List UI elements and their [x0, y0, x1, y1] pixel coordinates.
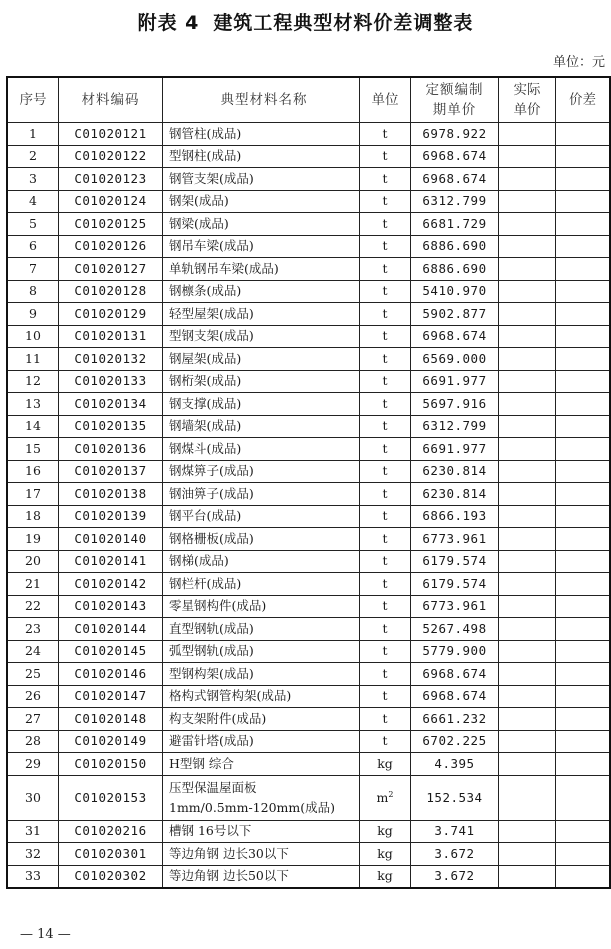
- cell-material-name: 单轨钢吊车梁(成品): [163, 258, 360, 281]
- table-row: [7, 438, 610, 461]
- cell-difference[interactable]: [556, 753, 611, 776]
- cell-unit: t: [360, 213, 411, 236]
- cell-actual-price[interactable]: [499, 820, 556, 843]
- cell-no: 8: [7, 280, 59, 303]
- cell-material-code: C01020133: [59, 370, 163, 393]
- header-code: 材料编码: [59, 77, 163, 123]
- cell-material-name: 钢煤箅子(成品): [163, 460, 360, 483]
- header-actual-price-line2: 单价: [513, 102, 541, 118]
- cell-base-price: 3.741: [411, 820, 499, 843]
- cell-base-price: 6179.574: [411, 573, 499, 596]
- table-header: [7, 77, 610, 123]
- cell-material-name: 钢管支架(成品): [163, 168, 360, 191]
- cell-no: 22: [7, 595, 59, 618]
- cell-base-price: 6681.729: [411, 213, 499, 236]
- cell-material-name: 避雷针塔(成品): [163, 730, 360, 753]
- cell-actual-price[interactable]: [499, 730, 556, 753]
- cell-actual-price[interactable]: [499, 460, 556, 483]
- cell-material-code: C01020134: [59, 393, 163, 416]
- table-row: [7, 415, 610, 438]
- table-row: [7, 145, 610, 168]
- table-row: [7, 393, 610, 416]
- cell-difference[interactable]: [556, 775, 611, 820]
- cell-actual-price[interactable]: [499, 775, 556, 820]
- table-row: [7, 460, 610, 483]
- table-row: [7, 213, 610, 236]
- cell-actual-price[interactable]: [499, 505, 556, 528]
- cell-no: 2: [7, 145, 59, 168]
- cell-material-name: 钢桁架(成品): [163, 370, 360, 393]
- cell-unit: t: [360, 123, 411, 146]
- cell-material-name: 零星钢构件(成品): [163, 595, 360, 618]
- cell-difference[interactable]: [556, 573, 611, 596]
- table-row: [7, 775, 610, 820]
- cell-base-price: 6968.674: [411, 325, 499, 348]
- material-price-table: [6, 76, 611, 889]
- cell-material-name: 钢管柱(成品): [163, 123, 360, 146]
- table-row: [7, 505, 610, 528]
- table-row: [7, 168, 610, 191]
- cell-actual-price[interactable]: [499, 550, 556, 573]
- cell-unit: kg: [360, 865, 411, 888]
- cell-difference[interactable]: [556, 505, 611, 528]
- cell-unit: t: [360, 663, 411, 686]
- cell-base-price: 5902.877: [411, 303, 499, 326]
- cell-difference[interactable]: [556, 663, 611, 686]
- cell-unit: t: [360, 708, 411, 731]
- cell-material-code: C01020146: [59, 663, 163, 686]
- cell-no: 21: [7, 573, 59, 596]
- table-row: [7, 618, 610, 641]
- cell-base-price: 5697.916: [411, 393, 499, 416]
- cell-difference[interactable]: [556, 843, 611, 866]
- cell-actual-price[interactable]: [499, 663, 556, 686]
- cell-material-name: 钢栏杆(成品): [163, 573, 360, 596]
- cell-difference[interactable]: [556, 303, 611, 326]
- table-row: [7, 303, 610, 326]
- page-title: [0, 8, 611, 35]
- cell-no: 1: [7, 123, 59, 146]
- cell-difference[interactable]: [556, 393, 611, 416]
- cell-material-name: 钢平台(成品): [163, 505, 360, 528]
- page-number: — 14 —: [20, 927, 71, 942]
- cell-base-price: 6691.977: [411, 370, 499, 393]
- header-base-price-line1: 定额编制: [425, 82, 484, 98]
- cell-actual-price[interactable]: [499, 438, 556, 461]
- table-row: [7, 573, 610, 596]
- cell-actual-price[interactable]: [499, 123, 556, 146]
- cell-unit: t: [360, 438, 411, 461]
- cell-material-code: C01020121: [59, 123, 163, 146]
- cell-material-name: 钢梯(成品): [163, 550, 360, 573]
- cell-material-name: 型钢支架(成品): [163, 325, 360, 348]
- cell-material-name: 钢支撑(成品): [163, 393, 360, 416]
- cell-unit: t: [360, 573, 411, 596]
- cell-material-code: C01020142: [59, 573, 163, 596]
- title-text: 建筑工程典型材料价差调整表: [213, 12, 474, 34]
- header-row: [7, 77, 610, 123]
- cell-actual-price[interactable]: [499, 415, 556, 438]
- cell-material-name: 钢煤斗(成品): [163, 438, 360, 461]
- cell-difference[interactable]: [556, 280, 611, 303]
- cell-no: 7: [7, 258, 59, 281]
- cell-base-price: 6866.193: [411, 505, 499, 528]
- table-row: [7, 640, 610, 663]
- cell-unit: t: [360, 145, 411, 168]
- cell-material-name: 钢梁(成品): [163, 213, 360, 236]
- header-name: 典型材料名称: [163, 77, 360, 123]
- cell-base-price: 6773.961: [411, 528, 499, 551]
- cell-unit: t: [360, 280, 411, 303]
- header-actual-price-line1: 实际: [513, 82, 541, 98]
- cell-no: 31: [7, 820, 59, 843]
- cell-unit: t: [360, 483, 411, 506]
- cell-actual-price[interactable]: [499, 190, 556, 213]
- cell-no: 10: [7, 325, 59, 348]
- cell-difference[interactable]: [556, 708, 611, 731]
- unit-superscript: 2: [388, 789, 394, 799]
- cell-no: 13: [7, 393, 59, 416]
- cell-actual-price[interactable]: [499, 348, 556, 371]
- cell-unit: t: [360, 303, 411, 326]
- cell-no: 19: [7, 528, 59, 551]
- table-row: [7, 528, 610, 551]
- cell-material-name: 格构式钢管构架(成品): [163, 685, 360, 708]
- cell-actual-price[interactable]: [499, 528, 556, 551]
- cell-material-code: C01020147: [59, 685, 163, 708]
- cell-actual-price[interactable]: [499, 280, 556, 303]
- cell-unit: t: [360, 505, 411, 528]
- cell-unit: t: [360, 325, 411, 348]
- cell-difference[interactable]: [556, 213, 611, 236]
- cell-base-price: 5779.900: [411, 640, 499, 663]
- cell-material-code: C01020135: [59, 415, 163, 438]
- cell-difference[interactable]: [556, 483, 611, 506]
- cell-material-code: C01020123: [59, 168, 163, 191]
- cell-base-price: 6886.690: [411, 258, 499, 281]
- cell-base-price: 6968.674: [411, 685, 499, 708]
- cell-actual-price[interactable]: [499, 303, 556, 326]
- cell-material-code: C01020126: [59, 235, 163, 258]
- cell-difference[interactable]: [556, 528, 611, 551]
- cell-difference[interactable]: [556, 348, 611, 371]
- cell-actual-price[interactable]: [499, 573, 556, 596]
- table-row: [7, 325, 610, 348]
- cell-base-price: 6312.799: [411, 190, 499, 213]
- cell-material-code: C01020131: [59, 325, 163, 348]
- cell-material-name: 等边角钢 边长50以下: [163, 865, 360, 888]
- cell-unit: t: [360, 370, 411, 393]
- cell-unit: t: [360, 595, 411, 618]
- cell-no: 15: [7, 438, 59, 461]
- cell-material-code: C01020144: [59, 618, 163, 641]
- cell-no: 26: [7, 685, 59, 708]
- cell-material-code: C01020143: [59, 595, 163, 618]
- cell-material-name: H型钢 综合: [163, 753, 360, 776]
- cell-actual-price[interactable]: [499, 640, 556, 663]
- header-actual-price: [499, 77, 556, 123]
- table-row: [7, 550, 610, 573]
- cell-material-code: C01020149: [59, 730, 163, 753]
- cell-difference[interactable]: [556, 258, 611, 281]
- cell-base-price: 6886.690: [411, 235, 499, 258]
- cell-base-price: 6179.574: [411, 550, 499, 573]
- cell-no: 28: [7, 730, 59, 753]
- header-base-price: [411, 77, 499, 123]
- cell-material-code: C01020127: [59, 258, 163, 281]
- cell-difference[interactable]: [556, 685, 611, 708]
- cell-unit: t: [360, 618, 411, 641]
- cell-no: 33: [7, 865, 59, 888]
- cell-actual-price[interactable]: [499, 235, 556, 258]
- cell-actual-price[interactable]: [499, 708, 556, 731]
- table-row: [7, 595, 610, 618]
- table-row: [7, 663, 610, 686]
- cell-difference[interactable]: [556, 190, 611, 213]
- cell-difference[interactable]: [556, 145, 611, 168]
- material-name-line2: 1mm/0.5mm-120mm(成品): [169, 799, 335, 815]
- cell-material-code: C01020132: [59, 348, 163, 371]
- cell-material-name: 钢檩条(成品): [163, 280, 360, 303]
- cell-material-name: 轻型屋架(成品): [163, 303, 360, 326]
- cell-unit: t: [360, 348, 411, 371]
- material-name-line1: 压型保温屋面板: [169, 779, 257, 795]
- cell-material-name: 弧型钢轨(成品): [163, 640, 360, 663]
- cell-difference[interactable]: [556, 865, 611, 888]
- cell-actual-price[interactable]: [499, 865, 556, 888]
- table-row: [7, 820, 610, 843]
- cell-no: 17: [7, 483, 59, 506]
- cell-no: 30: [7, 775, 59, 820]
- cell-unit: kg: [360, 843, 411, 866]
- cell-unit: t: [360, 415, 411, 438]
- cell-material-name: 钢格栅板(成品): [163, 528, 360, 551]
- table-row: [7, 190, 610, 213]
- cell-base-price: 6968.674: [411, 145, 499, 168]
- cell-difference[interactable]: [556, 595, 611, 618]
- cell-base-price: 6702.225: [411, 730, 499, 753]
- cell-unit: t: [360, 235, 411, 258]
- cell-material-name: [163, 775, 360, 820]
- header-base-price-line2: 期单价: [432, 102, 477, 118]
- cell-base-price: 5410.970: [411, 280, 499, 303]
- cell-material-name: 直型钢轨(成品): [163, 618, 360, 641]
- unit-note: 单位：元: [552, 55, 605, 70]
- cell-unit: t: [360, 685, 411, 708]
- cell-no: 18: [7, 505, 59, 528]
- cell-base-price: 152.534: [411, 775, 499, 820]
- cell-material-code: C01020138: [59, 483, 163, 506]
- cell-base-price: 6968.674: [411, 663, 499, 686]
- cell-no: 23: [7, 618, 59, 641]
- cell-material-code: C01020129: [59, 303, 163, 326]
- cell-material-code: C01020150: [59, 753, 163, 776]
- cell-no: 9: [7, 303, 59, 326]
- cell-material-code: C01020139: [59, 505, 163, 528]
- cell-difference[interactable]: [556, 820, 611, 843]
- table-row: [7, 235, 610, 258]
- unit-base: m: [376, 789, 389, 805]
- table-row: [7, 280, 610, 303]
- cell-no: 24: [7, 640, 59, 663]
- cell-base-price: 6773.961: [411, 595, 499, 618]
- cell-difference[interactable]: [556, 550, 611, 573]
- cell-unit: kg: [360, 820, 411, 843]
- cell-no: 29: [7, 753, 59, 776]
- cell-material-code: C01020125: [59, 213, 163, 236]
- cell-material-name: 钢屋架(成品): [163, 348, 360, 371]
- cell-actual-price[interactable]: [499, 258, 556, 281]
- cell-difference[interactable]: [556, 123, 611, 146]
- cell-base-price: 6230.814: [411, 483, 499, 506]
- table-row: [7, 370, 610, 393]
- cell-difference[interactable]: [556, 618, 611, 641]
- cell-base-price: 6691.977: [411, 438, 499, 461]
- cell-actual-price[interactable]: [499, 145, 556, 168]
- cell-unit: [360, 775, 411, 820]
- header-unit: 单位: [360, 77, 411, 123]
- cell-unit: t: [360, 393, 411, 416]
- cell-actual-price[interactable]: [499, 753, 556, 776]
- cell-base-price: 6968.674: [411, 168, 499, 191]
- cell-difference[interactable]: [556, 730, 611, 753]
- appendix-number: 附表 4: [137, 12, 200, 34]
- cell-material-code: C01020128: [59, 280, 163, 303]
- cell-unit: t: [360, 640, 411, 663]
- cell-difference[interactable]: [556, 415, 611, 438]
- cell-unit: t: [360, 460, 411, 483]
- cell-base-price: 5267.498: [411, 618, 499, 641]
- cell-actual-price[interactable]: [499, 618, 556, 641]
- cell-material-name: 构支架附件(成品): [163, 708, 360, 731]
- cell-material-code: C01020136: [59, 438, 163, 461]
- cell-unit: t: [360, 168, 411, 191]
- cell-unit: t: [360, 190, 411, 213]
- cell-material-code: C01020145: [59, 640, 163, 663]
- cell-actual-price[interactable]: [499, 168, 556, 191]
- header-difference: 价差: [556, 77, 611, 123]
- cell-material-code: C01020137: [59, 460, 163, 483]
- cell-material-name: 等边角钢 边长30以下: [163, 843, 360, 866]
- cell-actual-price[interactable]: [499, 843, 556, 866]
- table-row: [7, 348, 610, 371]
- cell-actual-price[interactable]: [499, 483, 556, 506]
- cell-no: 25: [7, 663, 59, 686]
- cell-no: 6: [7, 235, 59, 258]
- cell-difference[interactable]: [556, 370, 611, 393]
- cell-no: 20: [7, 550, 59, 573]
- cell-actual-price[interactable]: [499, 213, 556, 236]
- cell-material-name: 型钢构架(成品): [163, 663, 360, 686]
- cell-difference[interactable]: [556, 168, 611, 191]
- cell-material-name: 槽钢 16号以下: [163, 820, 360, 843]
- cell-no: 3: [7, 168, 59, 191]
- cell-no: 27: [7, 708, 59, 731]
- cell-unit: t: [360, 258, 411, 281]
- cell-no: 16: [7, 460, 59, 483]
- cell-material-code: C01020122: [59, 145, 163, 168]
- cell-material-code: C01020302: [59, 865, 163, 888]
- table-row: [7, 258, 610, 281]
- cell-difference[interactable]: [556, 640, 611, 663]
- cell-material-name: 钢油箅子(成品): [163, 483, 360, 506]
- header-no: 序号: [7, 77, 59, 123]
- cell-difference[interactable]: [556, 438, 611, 461]
- table-row: [7, 685, 610, 708]
- cell-difference[interactable]: [556, 460, 611, 483]
- cell-base-price: 6978.922: [411, 123, 499, 146]
- cell-base-price: 6312.799: [411, 415, 499, 438]
- cell-unit: t: [360, 730, 411, 753]
- table-row: [7, 753, 610, 776]
- cell-base-price: 6230.814: [411, 460, 499, 483]
- table-row: [7, 865, 610, 888]
- table-row: [7, 123, 610, 146]
- cell-material-code: C01020216: [59, 820, 163, 843]
- cell-material-name: 钢吊车梁(成品): [163, 235, 360, 258]
- cell-actual-price[interactable]: [499, 325, 556, 348]
- cell-material-code: C01020148: [59, 708, 163, 731]
- table-body: [7, 123, 610, 889]
- cell-unit: kg: [360, 753, 411, 776]
- cell-difference[interactable]: [556, 325, 611, 348]
- cell-unit: t: [360, 528, 411, 551]
- cell-unit: t: [360, 550, 411, 573]
- cell-base-price: 3.672: [411, 865, 499, 888]
- cell-material-name: 钢墙架(成品): [163, 415, 360, 438]
- cell-actual-price[interactable]: [499, 370, 556, 393]
- cell-material-code: C01020141: [59, 550, 163, 573]
- cell-base-price: 3.672: [411, 843, 499, 866]
- table-row: [7, 730, 610, 753]
- table-row: [7, 708, 610, 731]
- cell-material-code: C01020140: [59, 528, 163, 551]
- cell-base-price: 6569.000: [411, 348, 499, 371]
- cell-no: 11: [7, 348, 59, 371]
- cell-material-name: 钢架(成品): [163, 190, 360, 213]
- cell-difference[interactable]: [556, 235, 611, 258]
- cell-no: 5: [7, 213, 59, 236]
- cell-base-price: 6661.232: [411, 708, 499, 731]
- cell-base-price: 4.395: [411, 753, 499, 776]
- cell-no: 14: [7, 415, 59, 438]
- cell-material-code: C01020124: [59, 190, 163, 213]
- cell-no: 12: [7, 370, 59, 393]
- table-row: [7, 843, 610, 866]
- cell-material-name: 型钢柱(成品): [163, 145, 360, 168]
- cell-material-code: C01020301: [59, 843, 163, 866]
- table-row: [7, 483, 610, 506]
- cell-material-code: C01020153: [59, 775, 163, 820]
- cell-actual-price[interactable]: [499, 685, 556, 708]
- cell-actual-price[interactable]: [499, 595, 556, 618]
- cell-actual-price[interactable]: [499, 393, 556, 416]
- cell-no: 32: [7, 843, 59, 866]
- cell-no: 4: [7, 190, 59, 213]
